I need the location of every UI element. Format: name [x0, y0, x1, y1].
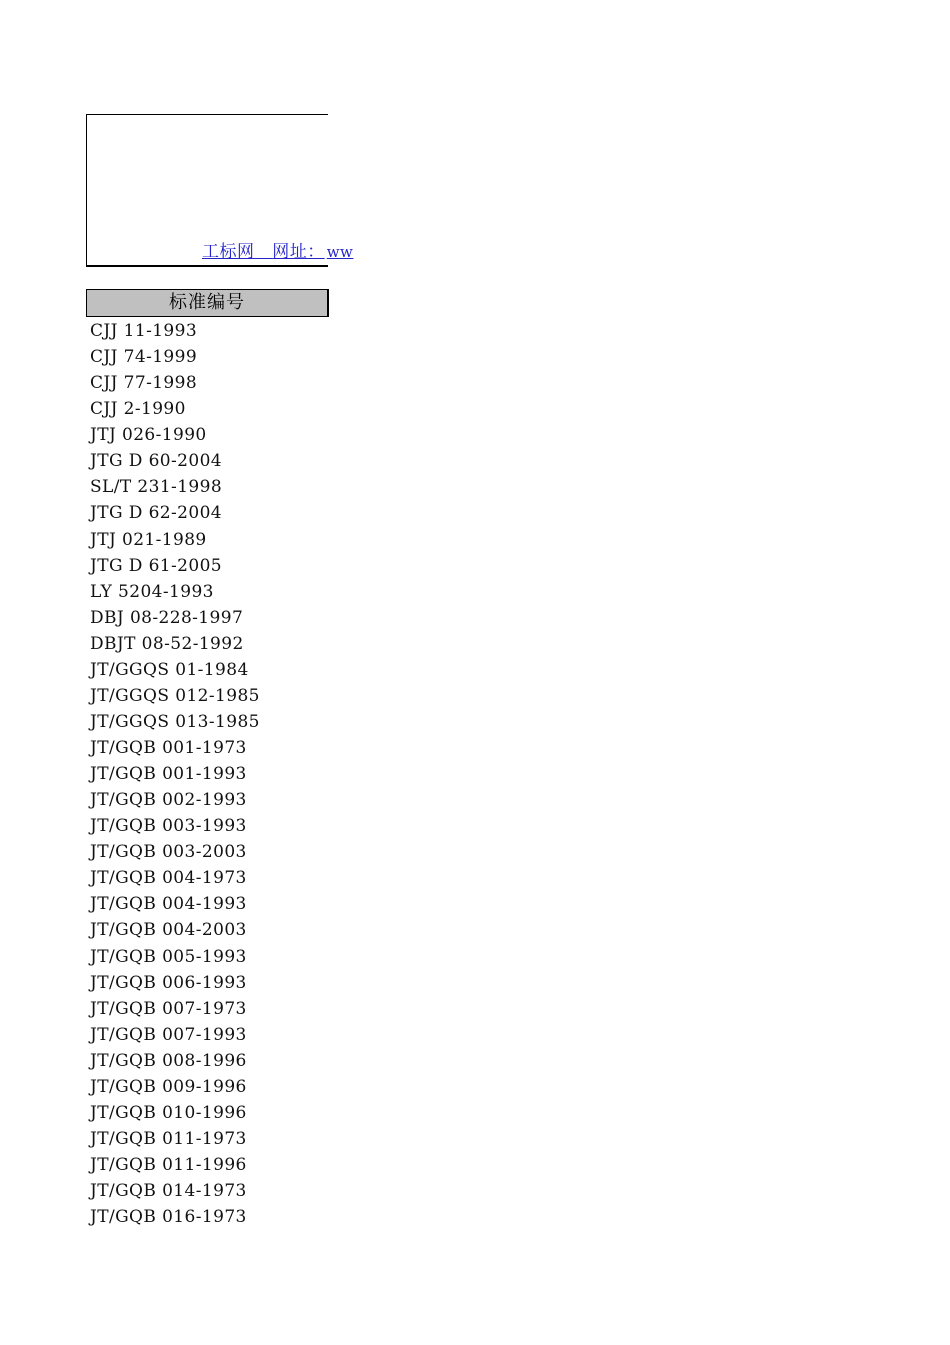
- table-row: JT/GGQS 012-1985: [90, 685, 260, 706]
- table-row: DBJ 08-228-1997: [90, 607, 244, 628]
- table-row: CJJ 77-1998: [90, 373, 198, 394]
- table-row: JTG D 60-2004: [90, 451, 223, 472]
- table-row: JT/GQB 005-1993: [90, 946, 247, 967]
- table-row: JT/GQB 001-1973: [90, 738, 247, 758]
- site-name: 工标网: [202, 242, 255, 262]
- table-row: JT/GQB 004-1993: [90, 894, 247, 915]
- table-row: JT/GQB 010-1996: [90, 1102, 247, 1123]
- table-row: JTG D 61-2005: [90, 555, 223, 576]
- table-row: CJJ 74-1999: [90, 347, 198, 368]
- url-label: 网址：: [272, 242, 325, 262]
- table-row: JT/GGQS 01-1984: [90, 659, 249, 680]
- table-row: CJJ 2-1990: [90, 399, 186, 420]
- table-row: JT/GQB 009-1996: [90, 1076, 247, 1097]
- table-row: DBJT 08-52-1992: [90, 633, 244, 654]
- table-row: JT/GQB 004-2003: [90, 920, 247, 941]
- table-row: LY 5204-1993: [90, 581, 214, 602]
- url-text: ww: [326, 243, 354, 261]
- table-row: JT/GQB 006-1993: [90, 972, 247, 993]
- standard-number-list: [90, 318, 260, 1230]
- table-row: JT/GQB 011-1973: [90, 1128, 247, 1149]
- table-row: JT/GQB 008-1996: [90, 1050, 247, 1071]
- column-header-standard-number: 标准编号: [86, 289, 329, 317]
- table-row: JT/GQB 011-1996: [90, 1155, 247, 1175]
- table-row: JTJ 021-1989: [90, 529, 207, 550]
- table-row: JT/GQB 001-1993: [90, 764, 247, 785]
- table-row: JT/GQB 004-1973: [90, 868, 247, 889]
- table-row: JT/GQB 007-1993: [90, 1024, 247, 1045]
- table-row: JT/GQB 007-1973: [90, 998, 247, 1019]
- table-row: JT/GGQS 013-1985: [90, 711, 260, 732]
- table-row: JTG D 62-2004: [90, 503, 223, 524]
- table-row: JTJ 026-1990: [90, 425, 207, 446]
- website-link[interactable]: [202, 240, 353, 264]
- table-row: JT/GQB 003-2003: [90, 842, 247, 863]
- table-row: JT/GQB 014-1973: [90, 1181, 247, 1202]
- table-row: JT/GQB 003-1993: [90, 816, 247, 837]
- table-row: CJJ 11-1993: [90, 321, 198, 341]
- table-row: JT/GQB 016-1973: [90, 1207, 247, 1228]
- table-row: JT/GQB 002-1993: [90, 790, 247, 811]
- table-row: SL/T 231-1998: [90, 477, 223, 498]
